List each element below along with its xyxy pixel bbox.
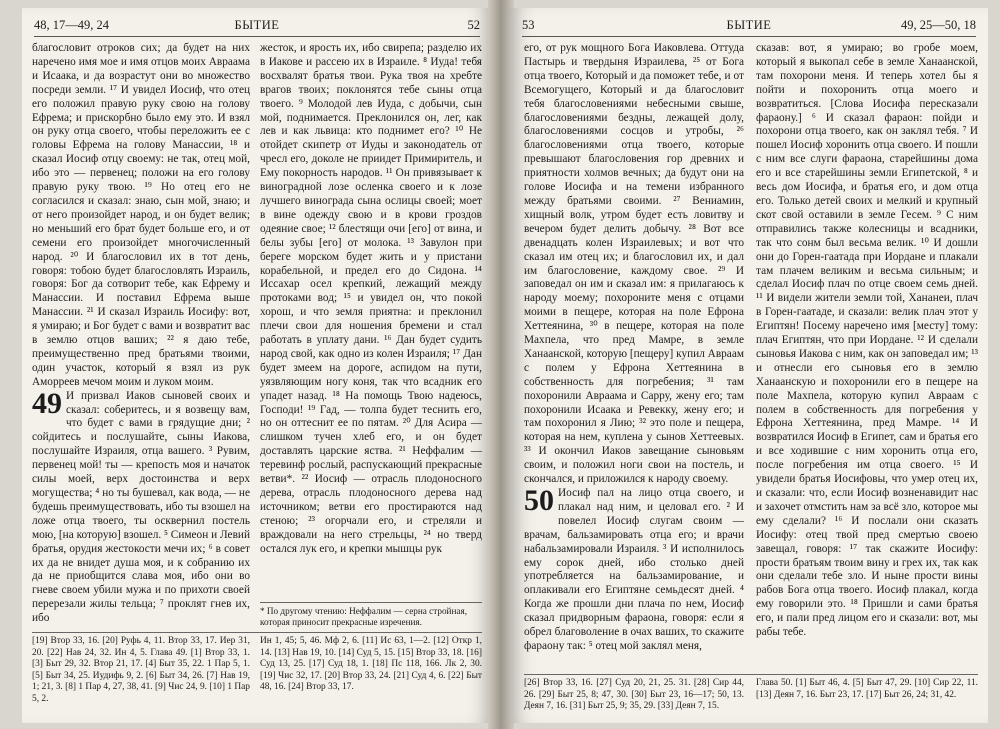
right-crossrefs-col2: Глава 50. [1] Быт 46, 4. [5] Быт 47, 29. [10] Сир 22, 11. [13] Деян 7, 16. Быт 23, 17. [17] Быт 26, 24; 31, 42. [756,678,978,700]
right-col1-text-after: Иосиф пал на лицо отца своего, и плакал над ним, и целовал его. ² И повелел Иосиф слугам своим — врачам, бальзамировать отца его; и врачи набальзамировали Израиля. ³ И исполнилось ему сорок дней, ибо столько дней употребляется на бальзамирование, и оплакивали его Египтяне семьдесят дней. ⁴ Когда же прошли дни плача по нем, Иосиф сказал придворным фараона, говоря: если я обрел благоволение в очах ваших, то скажите фараону так: ⁵ отец мой заклял меня, [524,487,744,652]
left-crossrefs-col1: [19] Втор 33, 16. [20] Руфь 4, 11. Втор 33, 17. Иер 31, 20. [22] Нав 24, 32. Ин 4, 5. Глава 49. [1] Втор 33, 1. [3] Быт 29, 32. Втор 21, 17. [4] Быт 35, 22. 1 Пар 5, 1. [5] Быт 34, 25. Иудифь 9, 2. [6] Быт 34, 26. [7] Нав 19, 1; 21, 3. [8] 1 Пар 4, 27, 38, 41. [9] Чис 24, 9. [10] 1 Пар 5, 2. [32,636,250,704]
left-col1-text-after: И призвал Иаков сыновей своих и сказал: соберитесь, и я возвещу вам, что будет с вами в грядущие дни; ² сойдитесь и послушайте, сыны Иакова, послушайте Израиля, отца вашего. ³ Рувим, первенец мой! ты — крепость моя и начаток силы моей, верх достоинства и верх могущества; ⁴ но ты бушевал, как вода, — не будешь преимуществовать, ибо ты взошел на ложе отца твоего, ты осквернил постель мою, [на которую] взошел. ⁵ Симеон и Левий братья, орудия жестокости мечи их; ⁶ в совет их да не внидет душа моя, и к собранию их да не приобщится слава моя, ибо они во гневе своем убили мужа и по прихоти своей перерезали жилы тельца; ⁷ проклят гнев их, ибо [32,389,250,625]
chapter-49-number: 49 [32,386,62,420]
right-col1-text: его, от рук мощного Бога Иаковлева. Оттуда Пастырь и твердыня Израилева, ²⁵ от Бога отца твоего, Который и да поможет тебе, и от Всемогущего, Который и да благословит тебя благословениями небесными свыше, благословениями бездны, лежащей долу, благословениями сосцов и утробы, ²⁶ благословениями отца твоего, которые превышают благословения гор древних и приятности холмов вечных; да будут они на голове Иосифа и на темени избранного между братьями своими. ²⁷ Вениамин, хищный волк, утром будет есть ловитву и вечером будет делить добычу. ²⁸ Вот все двенадцать колен Израилевых; и вот что сказал им отец их; и благословил их, и дал им благословение, каждому свое. ²⁹ И заповедал он им и сказал им: я прилагаюсь к народу моему; похороните меня с отцами моими в пещере, которая на поле Ефрона Хеттеянина, ³⁰ в пещере, которая на поле Махпела, что пред Мамре, в земле Ханаанской, которую [пещеру] купил Авраам с полем у Ефрона Хеттеянина в собственность для погребения; ³¹ там похоронили Авраама и Сарру, жену его; там похоронили Исаака и Ревекку, жену его; и там похоронил я Лию; ³² это поле и пещера, которая на нем, куплена у сынов Хеттеевых. ³³ И окончил Иаков завещание сыновьям своим, и положил ноги свои на постель, и скончался, и приложился к народу своему. [524,42,744,486]
right-running-header [522,18,976,37]
left-crossrefs-col2: Ин 1, 45; 5, 46. Мф 2, 6. [11] Ис 63, 1—2. [12] Откр 1, 14. [13] Нав 19, 10. [14] Суд 5, 15. [15] Втор 33, 18. [16] Суд 13, 25. [17] Суд 18, 1. [18] Пс 118, 166. Лк 2, 30. [19] Чис 32, 17. [20] Втор 33, 24. [21] Суд 4, 6. [22] Быт 48, 16. [24] Втор 33, 17. [260,636,482,692]
left-col1-text: благословит отроков сих; да будет на них наречено имя мое и имя отцов моих Авраама и Исаака, и да возрастут они во множество посреди земли. ¹⁷ И увидел Иосиф, что отец его положил правую руку свою на голову Ефрема; и прискорбно было ему это. И взял он руку отца своего, чтобы переложить ее с головы Ефрема на голову Манассии, ¹⁸ и сказал Иосиф отцу своему: не так, отец мой, ибо это — первенец; положи на его голову правую руку твою. ¹⁹ Но отец его не согласился и сказал: знаю, сын мой, знаю; и от него произойдет народ, и он будет велик; но меньший его брат будет больше его, и от семени его произойдет многочисленный народ. ²⁰ И благословил их в тот день, говоря: тобою будет благословлять Израиль, говоря: Бог да сотворит тебе, как Ефрему и Манассии. И поставил Ефрема выше Манассии. ²¹ И сказал Израиль Иосифу: вот, я умираю; и Бог будет с вами и возвратит вас в землю отцов ваших; ²² я даю тебе, преимущественно пред братьями твоими, один участок, который я взял из рук Аморреев мечом моим и луком моим. [32,42,250,388]
right-header-title: БЫТИЕ [726,18,772,32]
right-footnote-divider [524,674,978,675]
right-header-reference: 49, 25—50, 18 [901,18,976,32]
right-page [510,8,988,723]
left-header-reference: 48, 17—49, 24 [34,18,109,32]
left-page-number: 52 [467,18,480,32]
right-crossrefs-col1: [26] Втор 33, 16. [27] Суд 20, 21, 25. 31. [28] Сир 44, 26. [29] Быт 25, 8; 47, 30. [30] Быт 23, 16—17; 50, 13. Деян 7, 16. [31] Быт 25, 9; 35, 29. [33] Деян 7, 15. [524,678,744,711]
left-column-2 [260,42,482,626]
left-column-1 [32,42,250,626]
chapter-50-number: 50 [524,484,554,517]
left-page [22,8,492,723]
left-header-title: БЫТИЕ [234,18,280,32]
right-col2-text: сказав: вот, я умираю; во гробе моем, который я выкопал себе в земле Ханаанской, там похорони меня. И теперь хотел бы я пойти и похоронить отца моего и возвратиться. [Слова Иосифа пересказали фараону.] ⁶ И сказал фараон: пойди и похорони отца твоего, как он заклял тебя. ⁷ И пошел Иосиф хоронить отца своего. И пошли с ним все слуги фараона, старейшины дома его и все старейшины земли Египетской, ⁸ и весь дом Иосифа, и братья его, и дом отца его. Только детей своих и мелкий и крупный скот свой оставили в земле Гесем. ⁹ С ним отправились также колесницы и всадники, так что сонм был весьма велик. ¹⁰ И дошли они до Горен-гаатада при Иордане и плакали там плачем великим и весьма сильным; и сделал Иосиф плач по отце своем семь дней. ¹¹ И видели жители земли той, Хананеи, плач в Горен-гаатаде, и сказали: велик плач этот у Египтян! Посему наречено имя [месту] тому: плач Египтян, что при Иордане. ¹² И сделали сыновья Иакова с ним, как он заповедал им; ¹³ и отнесли его сыновья его в землю Ханаанскую и похоронили его в пещере на поле Махпела, которую купил Авраам с полем в собственность для погребения у Ефрона Хеттеянина, пред Мамре. ¹⁴ И возвратился Иосиф в Египет, сам и братья его и все ходившие с ним хоронить отца его, после погребения им отца своего. ¹⁵ И увидели братья Иосифовы, что умер отец их, и сказали: что, если Иосиф возненавидит нас и захочет отмстить нам за всё зло, которое мы ему сделали? ¹⁶ И послали они сказать Иосифу: отец твой пред смертью своею завещал, говоря: ¹⁷ так скажите Иосифу: прости братьям твоим вину и грех их, так как они сделали тебе зло. И ныне прости вины рабов Бога отца твоего. Иосиф плакал, когда ему говорили это. ¹⁸ Пришли и сами братья его, и пали пред лицом его и сказали: вот, мы рабы тебе. [756,42,978,639]
left-footnote-note: * По другому чтению: Неффалим — серна стройная, которая приносит прекрасные изречения. [260,602,482,628]
left-col2-text: жесток, и ярость их, ибо свирепа; разделю их в Иакове и рассею их в Израиле. ⁸ Иуда! тебя восхвалят братья твои. Рука твоя на хребте врагов твоих; поклонятся тебе сыны отца твоего. ⁹ Молодой лев Иуда, с добычи, сын мой, поднимается. Преклонился он, лег, как лев и как львица: кто поднимет его? ¹⁰ Не отойдет скипетр от Иуды и законодатель от чресл его, доколе не приидет Примиритель, и Ему покорность народов. ¹¹ Он привязывает к виноградной лозе осленка своего и к лозе лучшего винограда сына ослицы своей; моет в вине одежду свою и в крови гроздов одеяние свое; ¹² блестящи очи [его] от вина, и белы зубы [его] от молока. ¹³ Завулон при береге морском будет жить и у пристани корабельной, и предел его до Сидона. ¹⁴ Иссахар осел крепкий, лежащий между протоками вод; ¹⁵ и увидел он, что покой хорош, и что земля приятна: и преклонил плечи свои для ношения бремени и стал работать в уплату дани. ¹⁶ Дан будет судить народ свой, как одно из колен Израиля; ¹⁷ Дан будет змеем на дороге, аспидом на пути, уязвляющим ногу коня, так что всадник его упадет назад. ¹⁸ На помощь Твою надеюсь, Господи! ¹⁹ Гад, — толпа будет теснить его, но он оттеснит ее по пятам. ²⁰ Для Асира — слишком тучен хлеб его, и он будет доставлять царские яства. ²¹ Неффалим — теревинф рослый, распускающий прекрасные ветви*. ²² Иосиф — отрасль плодоносного дерева, отрасль плодоносного дерева над источником; ветви его простираются над стеною; ²³ огорчали его, и стреляли и враждовали на него стрельцы, ²⁴ но тверд остался лук его, и крепки мышцы рук [260,42,482,555]
right-page-number: 53 [522,18,535,32]
right-column-1 [524,42,744,678]
right-column-2 [756,42,978,678]
left-footnote-divider [32,632,482,633]
left-running-header [34,18,480,37]
